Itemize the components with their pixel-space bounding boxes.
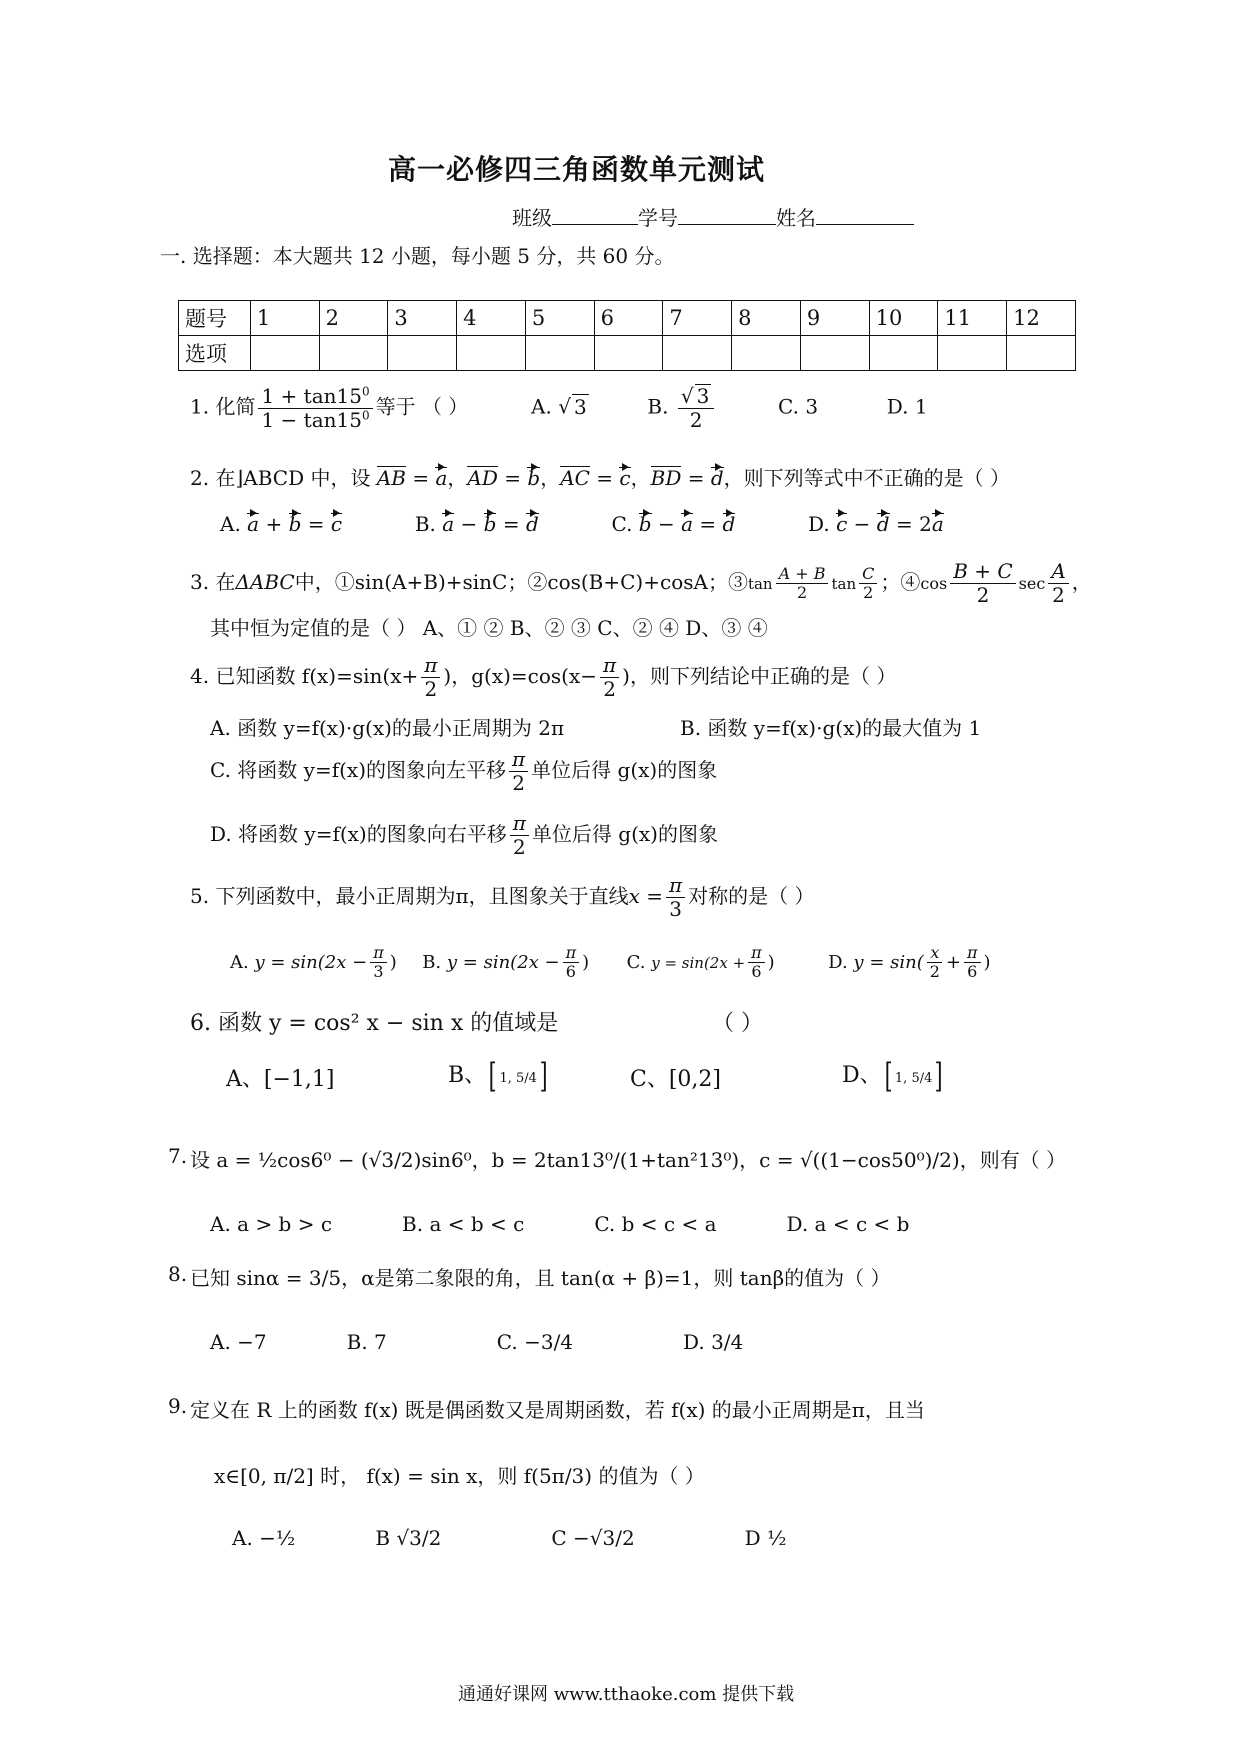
question-7-options: A. a > b > c B. a < b < c C. b < c < a D. a < c < b — [210, 1212, 910, 1236]
answer-cell[interactable] — [388, 336, 457, 371]
q1-option-c: C. 3 — [778, 394, 819, 419]
answer-cell[interactable] — [869, 336, 938, 371]
question-9-number: 9. — [168, 1394, 188, 1418]
question-number: 4 — [457, 301, 526, 336]
answer-cell[interactable] — [525, 336, 594, 371]
answer-cell[interactable] — [250, 336, 319, 371]
table-row — [179, 336, 1076, 371]
question-6-option-d: D、[ 1, 5/4] — [842, 1056, 943, 1096]
question-number: 2 — [319, 301, 388, 336]
question-3: 3. 在ΔABC中，①sin(A+B)+sinC；②cos(B+C)+cosA；③tan $\frac{A + B}{2}$ tan $\frac{C}{2}$ ；④cos $\frac{B + C}{2}$ sec $\frac{A}{2}$ ， — [190, 559, 1092, 607]
question-5: 5. 下列函数中，最小正周期为π，且图象关于直线x = $\frac{\pi}{3}$ 对称的是（ ） — [190, 873, 815, 921]
question-4-option-a: A. 函数 y=f(x)·g(x)的最小正周期为 2π — [210, 716, 565, 740]
question-8-options: A. −7 B. 7 C. −3/4 D. 3/4 — [210, 1330, 744, 1354]
question-9-line2: x∈[0, π/2] 时， f(x) = sin x，则 f(5π/3) 的值为（ ） — [214, 1464, 705, 1488]
question-3-options: 其中恒为定值的是（ ） A、① ② B、② ③ C、② ④ D、③ ④ — [210, 616, 768, 640]
section-heading: 一. 选择题：本大题共 12 小题，每小题 5 分，共 60 分。 — [160, 244, 675, 268]
question-6-paren: （ ） — [712, 1011, 763, 1036]
question-6-option-a: A、[−1,1] — [226, 1067, 335, 1092]
row-label: 选项 — [179, 336, 251, 371]
student-id-label: 学号 — [638, 206, 678, 230]
question-number: 3 — [388, 301, 457, 336]
answer-cell[interactable] — [319, 336, 388, 371]
class-blank[interactable] — [552, 206, 638, 225]
question-4-option-c: C. 将函数 y=f(x)的图象向左平移 $\frac{\pi}{2}$ 单位后得 g(x)的图象 — [210, 747, 718, 795]
question-2: 2. 在⌋ABCD 中，设 AB = a，AD = b，AC = c，BD = d，则下列等式中不正确的是（ ） — [190, 466, 1011, 490]
question-4: 4. 已知函数 f(x)=sin(x+ $\frac{\pi}{2}$ )，g(x)=cos(x− $\frac{\pi}{2}$ )，则下列结论中正确的是（ ） — [190, 653, 897, 701]
question-number: 1 — [250, 301, 319, 336]
question-7: 设 a = ½cos6⁰ − (√3/2)sin6⁰，b = 2tan13⁰/(1+tan²13⁰)，c = √((1−cos50⁰)/2)，则有（ ） — [190, 1148, 1067, 1172]
question-9-options: A. −½ B √3/2 C −√3/2 D ½ — [232, 1526, 787, 1550]
question-number: 11 — [938, 301, 1007, 336]
name-blank[interactable] — [816, 206, 914, 225]
question-number: 10 — [869, 301, 938, 336]
question-5-options: A. y = sin(2x − $\frac{\pi}{3}$ ) B. y = sin(2x − $\frac{\pi}{6}$ ) C. y = sin(2x + $\frac{\pi}{6}$ ) D. y = sin( $\frac{x}{2}$ + $\frac{\pi}{6}$ ) — [230, 943, 991, 982]
question-7-number: 7. — [168, 1144, 188, 1168]
q1-option-d: D. 1 — [886, 394, 928, 419]
question-number: 8 — [732, 301, 801, 336]
answer-cell[interactable] — [938, 336, 1007, 371]
question-6-option-c: C、[0,2] — [630, 1067, 721, 1092]
answer-table — [178, 300, 1076, 371]
question-number: 12 — [1007, 301, 1076, 336]
question-number: 7 — [663, 301, 732, 336]
footer: 通通好课网 www.tthaoke.com 提供下载 — [458, 1684, 795, 1705]
question-4-option-d: D. 将函数 y=f(x)的图象向右平移 $\frac{\pi}{2}$ 单位后得 g(x)的图象 — [210, 811, 718, 859]
student-info — [512, 202, 914, 231]
question-4-option-b: B. 函数 y=f(x)·g(x)的最大值为 1 — [680, 716, 982, 740]
question-8: 已知 sinα = 3/5，α是第二象限的角，且 tan(α + β)=1，则 tanβ的值为（ ） — [190, 1266, 891, 1290]
answer-cell[interactable] — [1007, 336, 1076, 371]
question-number: 9 — [800, 301, 869, 336]
answer-cell[interactable] — [663, 336, 732, 371]
q1-fraction: $\frac{1 + \tan 15^0}{1 - \tan 15^0}$ — [258, 385, 372, 432]
answer-cell[interactable] — [594, 336, 663, 371]
question-6: 6. 函数 y = cos² x − sin x 的值域是 — [190, 1011, 559, 1036]
student-id-blank[interactable] — [678, 206, 776, 225]
question-8-number: 8. — [168, 1262, 188, 1286]
answer-cell[interactable] — [732, 336, 801, 371]
q1-option-b: B. — [647, 394, 669, 419]
row-label: 题号 — [179, 301, 251, 336]
question-1: 1. 化简 $\frac{1 + \tan 15^0}{1 - \tan 15^0}$ 等于 （ ） A. √ 3 B. $\frac{√ 3}{2}$ C. 3 D. 1 — [190, 383, 928, 432]
table-row — [179, 301, 1076, 336]
answer-cell[interactable] — [457, 336, 526, 371]
name-label: 姓名 — [776, 206, 816, 230]
question-6-option-b: B、[ 1, 5/4] — [448, 1056, 548, 1096]
q1-option-a: A. — [531, 394, 552, 419]
question-number: 5 — [525, 301, 594, 336]
page-title: 高一必修四三角函数单元测试 — [388, 153, 766, 186]
question-2-options: A. a + b = c B. a − b = d C. b − a = d D. c − d = 2a — [220, 512, 944, 536]
answer-cell[interactable] — [800, 336, 869, 371]
question-number: 6 — [594, 301, 663, 336]
question-9: 定义在 R 上的函数 f(x) 既是偶函数又是周期函数，若 f(x) 的最小正周期是π，且当 — [190, 1398, 925, 1422]
class-label: 班级 — [512, 206, 552, 230]
